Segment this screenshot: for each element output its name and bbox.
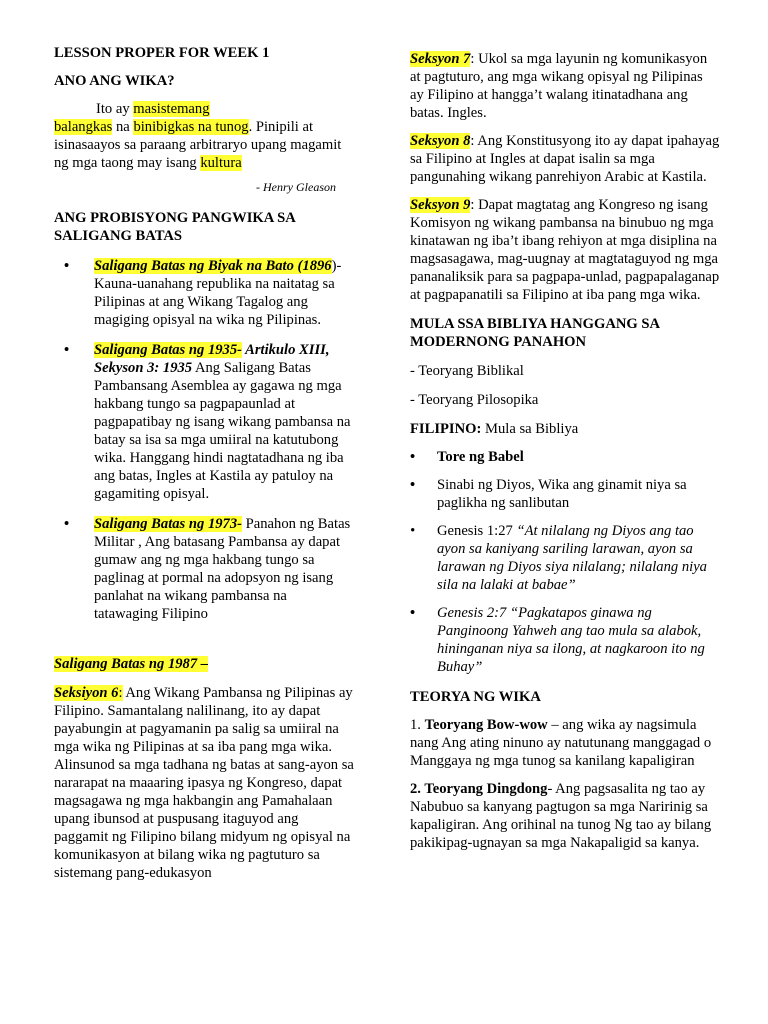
mula-heading: MULA SSA BIBLIYA HANGGANG SA MODERNONG PANAHON	[410, 316, 660, 350]
list-item-tore-ng-babel: • Tore ng Babel	[410, 449, 524, 465]
seksiyon-6-paragraph: Seksiyon 6: Ang Wikang Pambansa ng Pilipinas ay Filipino. Samantalang nalilinang, ito ay dapat payabungin at pagyamanin pa salig sa umiiral na mga wika ng Pilipinas at sa iba pang mga wika. Alinsunod sa mga tadhana ng batas at sang-ayon sa nararapat na maaaring ipasya ng Kongreso, dapat magsagawa ng mga hakbangin ang Pamahalaan upang ibunsod at puspusang itaguyod ang paggamit ng Filipino bilang midyum ng opisyal na komunikasyon at bilang wika ng pagtuturo sa sistemang pang-edukasyon	[54, 685, 354, 881]
list-item-sinabi: • Sinabi ng Diyos, Wika ang ginamit niya sa paglikha ng sanlibutan	[410, 477, 687, 511]
teoryang-pilosopika: - Teoryang Pilosopika	[410, 392, 539, 408]
bullet-icon: •	[410, 477, 416, 493]
probisyon-heading: ANG PROBISYONG PANGWIKA SA SALIGANG BATAS	[54, 210, 296, 244]
bullet-icon: •	[410, 523, 416, 539]
list-item-1935: • Saligang Batas ng 1935- Artikulo XIII, Sekyson 3: 1935 Ang Saligang Batas Pambansang Asemblea ay gagawa ng mga hakbang tungo sa pagpapaunlad at pagpapatibay ng isang wikang pambansa na batay sa isa sa mga umiiral na katutubong wika. Hanggang hindi nagtatadhana ng iba ang batas, Ingles at Kastila ay patuloy na gagamiting opisyal.	[64, 342, 351, 502]
bullet-icon: •	[410, 449, 416, 465]
wika-heading: ANO ANG WIKA?	[54, 73, 175, 89]
bullet-icon: •	[64, 258, 70, 274]
bullet-icon: •	[410, 605, 416, 621]
wika-definition: Ito ay masistemang balangkas na binibigkas na tunog. Pinipili at isinasaayos sa paraang arbitraryo upang magamit ng mga taong may isang kultura	[54, 101, 342, 171]
seksyon-9-paragraph: Seksyon 9: Dapat magtatag ang Kongreso ng isang Komisyon ng wikang pambansa na binubuo ng mga kinatawan ng iba’t ibang rehiyon at mga disiplina na magsasagawa, mag-uugnay at magtataguyod ng mga pananaliksik para sa pagpapa-unlad, pagpapalaganap at pagpapanatili sa Filipino at iba pang mga wika.	[410, 197, 720, 303]
teorya-ng-wika-heading: TEORYA NG WIKA	[410, 689, 541, 705]
filipino-line: FILIPINO: Mula sa Bibliya	[410, 421, 579, 437]
right-column	[410, 50, 720, 852]
teoryang-bow-wow: 1. Teoryang Bow-wow – ang wika ay nagsimula nang Ang ating ninuno ay natutunang manggagad o Manggaya ng mga tunog sa kanilang kapaligiran	[410, 717, 712, 769]
bullet-icon: •	[64, 516, 70, 532]
bullet-icon: •	[64, 342, 70, 358]
lesson-title: LESSON PROPER FOR WEEK 1	[54, 45, 270, 61]
seksyon-7-paragraph: Seksyon 7: Ukol sa mga layunin ng komunikasyon at pagtuturo, ang mga wikang opisyal ng Pilipinas ay Filipino at hangga’t walang itinatadhana ang batas. Ingles.	[410, 51, 708, 121]
teoryang-biblikal: - Teoryang Biblikal	[410, 363, 524, 379]
left-column	[54, 44, 354, 882]
list-item-biyak-na-bato: • Saligang Batas ng Biyak na Bato (1896)- Kauna-uanahang republika na naitatag sa Pilipinas at ang Wikang Tagalog ang magiging opisyal na wika ng Pilipinas.	[64, 258, 342, 328]
teoryang-dingdong: 2. Teoryang Dingdong- Ang pagsasalita ng tao ay Nabubuo sa kanyang pagtugon sa mga Naririnig sa kapaligiran. Ang orihinal na tunog Ng tao ay bilang pakikipag-ugnayan sa mga Nakapaligid sa kanya.	[410, 781, 712, 851]
list-item-1973: • Saligang Batas ng 1973- Panahon ng Batas Militar , Ang batasang Pambansa ay dapat gumaw ang ng mga hakbang tungo sa paglinag at pormal na adopsyon ng isang panlahat na wikang pambansa na tatawaging Filipino	[64, 516, 351, 622]
seksyon-8-paragraph: Seksyon 8: Ang Konstitusyong ito ay dapat ipahayag sa Filipino at Ingles at dapat isalin sa mga pangunahing wikang panrehiyon Arabic at Kastila.	[410, 133, 720, 185]
saligang-batas-1987: Saligang Batas ng 1987 –	[54, 656, 209, 672]
attribution: - Henry Gleason	[256, 180, 336, 194]
list-item-genesis-1-27: • Genesis 1:27 “At nilalang ng Diyos ang tao ayon sa kaniyang sariling larawan, ayon sa larawan ng Diyos siya nilalang; nilalang niya sila na lalaki at babae”	[410, 523, 707, 593]
list-item-genesis-2-7: • Genesis 2:7 “Pagkatapos ginawa ng Panginoong Yahweh ang tao mula sa alabok, hininganan niya sa ilong, at nagkaroon ito ng Buhay”	[410, 605, 705, 675]
